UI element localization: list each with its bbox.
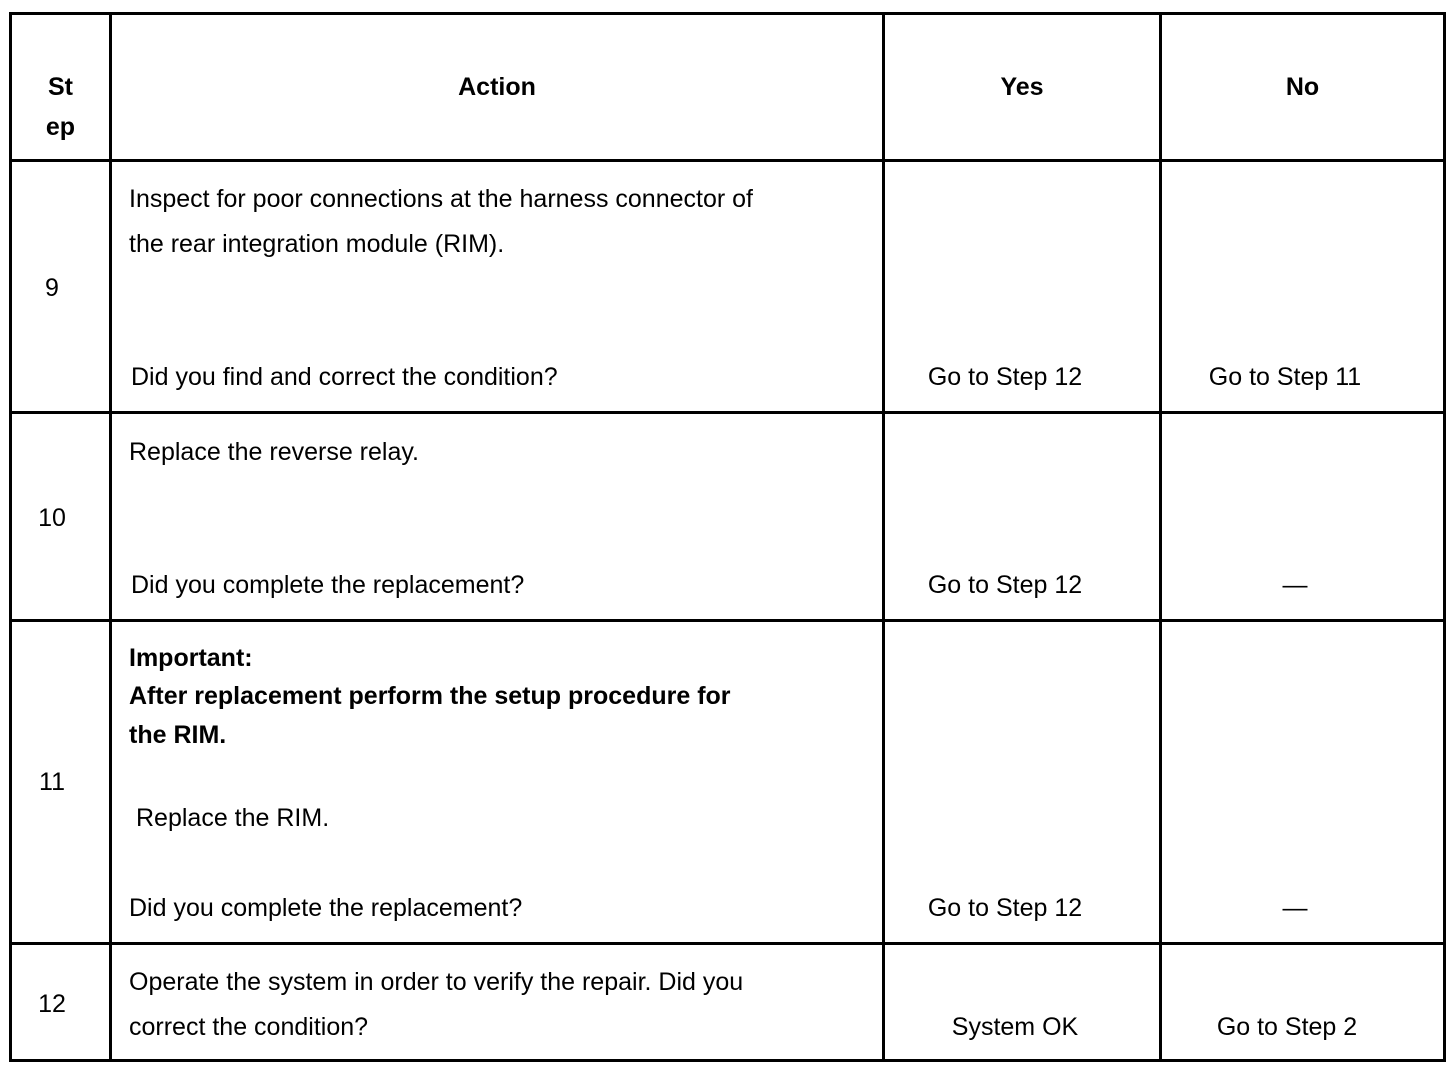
step-number: 11 — [39, 768, 65, 796]
action-text: correct the condition? — [129, 1013, 369, 1041]
action-text: Operate the system in order to verify the repair. Did you — [129, 968, 744, 996]
header-yes: Yes — [1000, 73, 1044, 101]
step-number: 9 — [45, 274, 59, 302]
action-question: Did you find and correct the condition? — [131, 363, 558, 391]
table-border-right — [1443, 12, 1446, 1062]
table-border-bottom — [9, 1059, 1446, 1062]
row-divider — [9, 619, 1446, 622]
yes-result: Go to Step 12 — [927, 571, 1083, 599]
no-result: Go to Step 2 — [1216, 1013, 1358, 1041]
header-step-line2: ep — [45, 113, 76, 141]
table-border-top — [9, 12, 1446, 15]
table-border-left — [9, 12, 12, 1062]
important-note: the RIM. — [129, 721, 227, 749]
column-divider — [109, 12, 112, 1062]
step-number: 12 — [38, 990, 66, 1018]
action-text: Inspect for poor connections at the harness connector of — [129, 185, 753, 213]
row-divider — [9, 411, 1446, 414]
action-question: Did you complete the replacement? — [129, 894, 523, 922]
yes-result: System OK — [951, 1013, 1079, 1041]
important-note: After replacement perform the setup procedure for — [129, 682, 731, 710]
action-text: Replace the reverse relay. — [129, 438, 419, 466]
header-step — [12, 67, 109, 147]
no-result: — — [1282, 571, 1308, 599]
yes-result: Go to Step 12 — [927, 894, 1083, 922]
action-text: the rear integration module (RIM). — [129, 230, 505, 258]
row-divider — [9, 942, 1446, 945]
no-result: Go to Step 11 — [1208, 363, 1362, 391]
row-divider — [9, 159, 1446, 162]
action-question: Did you complete the replacement? — [131, 571, 525, 599]
header-no: No — [1285, 73, 1320, 101]
step-number: 10 — [38, 504, 66, 532]
yes-result: Go to Step 12 — [927, 363, 1083, 391]
action-text: Replace the RIM. — [136, 804, 330, 832]
header-step-line1: St — [48, 73, 73, 101]
header-action: Action — [458, 73, 536, 101]
no-result: — — [1282, 894, 1308, 922]
important-label: Important: — [129, 644, 253, 672]
